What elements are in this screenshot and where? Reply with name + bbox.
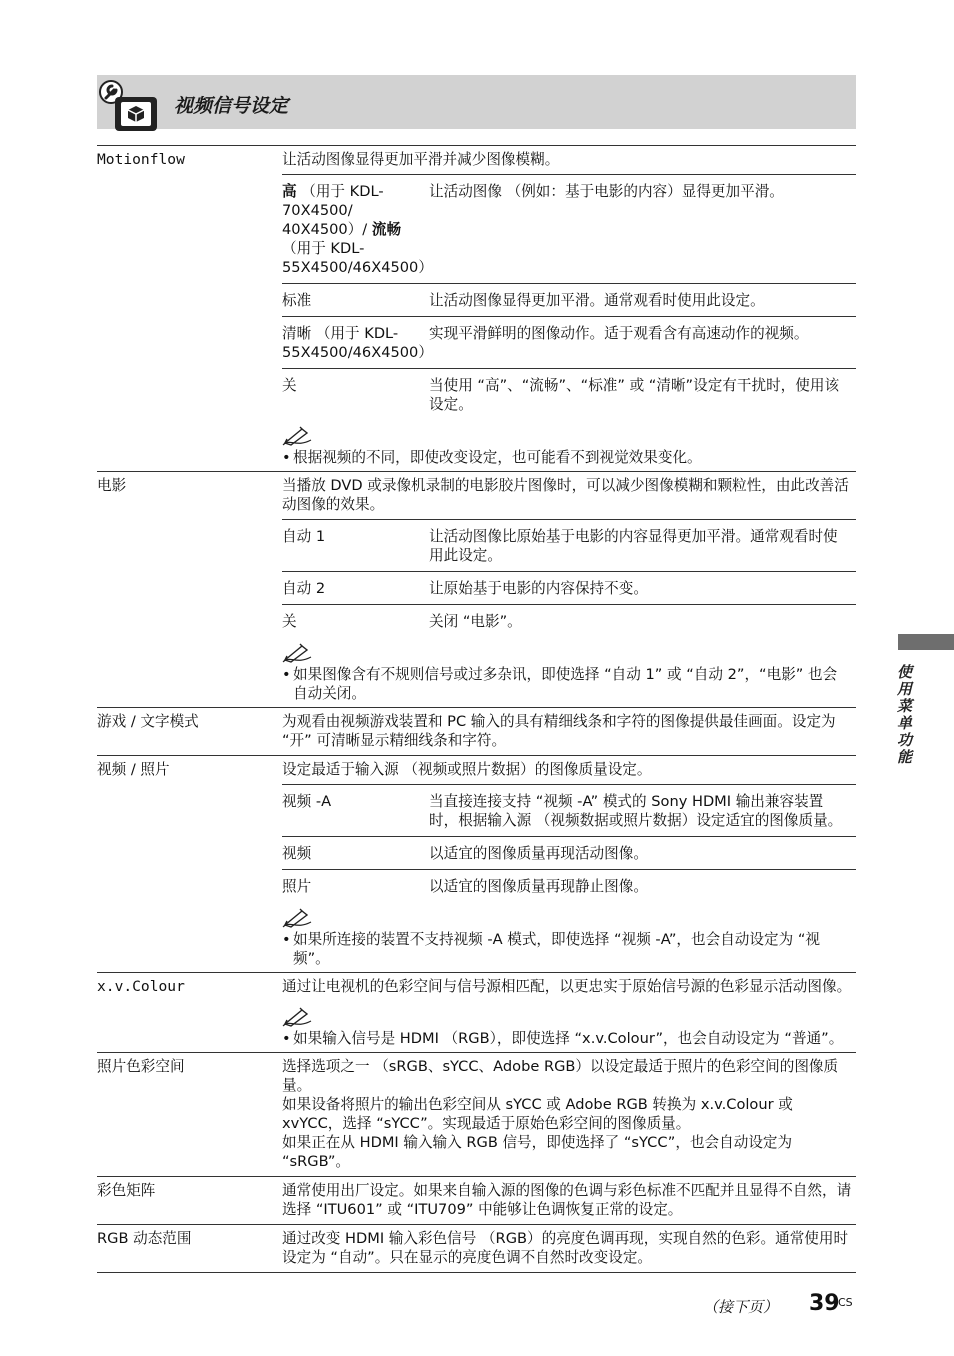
setting-body [282, 1053, 856, 1176]
setting-body [282, 1177, 856, 1224]
setting-body [282, 708, 856, 755]
option-description: 以适宜的图像质量再现静止图像。 [429, 878, 648, 895]
note-block [282, 420, 856, 471]
option-row [282, 604, 856, 637]
option-description: 让活动图像显得更加平滑。通常观看时使用此设定。 [429, 292, 765, 309]
setting-row [97, 1052, 856, 1176]
setting-description: 让活动图像显得更加平滑并减少图像模糊。 [282, 151, 560, 168]
option-name: 视频 [282, 845, 312, 862]
setting-row [97, 755, 856, 972]
page-suffix: CS [838, 1296, 853, 1309]
option-row [282, 869, 856, 902]
setting-description: 通过让电视机的色彩空间与信号源相匹配，以更忠实于原始信号源的色彩显示活动图像。 [282, 978, 852, 995]
option-description: 实现平滑鲜明的图像动作。适于观看含有高速动作的视频。 [429, 325, 809, 342]
setting-name: 视频 / 照片 [97, 761, 170, 778]
section-header [97, 75, 856, 129]
option-row [282, 368, 856, 420]
setting-row [97, 1224, 856, 1273]
page-number: 39 [809, 1291, 840, 1316]
setting-name: 电影 [97, 477, 127, 494]
pencil-note-icon [282, 1007, 856, 1029]
setting-row [97, 1176, 856, 1224]
option-row [282, 571, 856, 604]
setting-description: 通常使用出厂设定。如果来自输入源的图像的色调与彩色标准不匹配并且显得不自然，请选择 “ITU601” 或 “ITU709” 中能够让色调恢复正常的设定。 [282, 1182, 852, 1218]
pencil-note-icon [282, 426, 856, 448]
option-name: 视频 -A [282, 793, 332, 810]
section-tab-marker [898, 634, 954, 650]
setting-name: 照片色彩空间 [97, 1058, 185, 1075]
note-block [282, 902, 856, 972]
note-text: • 如果所连接的装置不支持视频 -A 模式，即使选择 “视频 -A”，也会自动设定为 “视频”。 [282, 930, 856, 968]
setting-row [97, 707, 856, 755]
option-name: 自动 1 [282, 528, 326, 545]
setting-row [97, 145, 856, 471]
option-description: 当直接连接支持 “视频 -A” 模式的 Sony HDMI 输出兼容装置时，根据输入源 （视频数据或照片数据）设定适宜的图像质量。 [429, 793, 843, 829]
settings-table [97, 145, 856, 1273]
note-text: • 如果输入信号是 HDMI （RGB），即使选择 “x.v.Colour”，也会自动设定为 “普通”。 [282, 1029, 856, 1048]
setting-body [282, 472, 856, 707]
note-text: • 根据视频的不同，即使改变设定，也可能看不到视觉效果变化。 [282, 448, 856, 467]
setting-name: 彩色矩阵 [97, 1182, 156, 1199]
option-name: 清晰 （用于 KDL-55X4500/46X4500） [282, 325, 433, 361]
note-block [282, 1001, 856, 1052]
option-description: 关闭 “电影”。 [429, 613, 522, 630]
setting-name: Motionflow [97, 151, 185, 168]
setting-description: 为观看由视频游戏装置和 PC 输入的具有精细线条和字符的图像提供最佳画面。设定为 “开” 可清晰显示精细线条和字符。 [282, 713, 836, 749]
setting-row [97, 471, 856, 707]
option-name: 照片 [282, 878, 312, 895]
page-title: 视频信号设定 [174, 95, 289, 117]
option-name: 自动 2 [282, 580, 326, 597]
note-text: • 如果图像含有不规则信号或过多杂讯，即使选择 “自动 1” 或 “自动 2”，“电影” 也会自动关闭。 [282, 665, 856, 703]
option-row [282, 283, 856, 316]
option-description: 让活动图像 （例如：基于电影的内容）显得更加平滑。 [429, 183, 784, 200]
option-name: 高 （用于 KDL-70X4500/ 40X4500）/ 流畅 （用于 KDL-55X4500/46X4500） [282, 183, 433, 276]
pencil-note-icon [282, 643, 856, 665]
settings-icon [97, 79, 161, 133]
setting-body [282, 1225, 856, 1272]
setting-name: 游戏 / 文字模式 [97, 713, 199, 730]
option-name: 关 [282, 613, 297, 630]
option-name: 关 [282, 377, 297, 394]
setting-name: x.v.Colour [97, 978, 185, 995]
option-name: 标准 [282, 292, 312, 309]
option-row [282, 174, 856, 283]
option-description: 让原始基于电影的内容保持不变。 [429, 580, 648, 597]
note-block [282, 637, 856, 707]
setting-body [282, 756, 856, 972]
option-description: 让活动图像比原始基于电影的内容显得更加平滑。通常观看时使用此设定。 [429, 528, 838, 564]
option-row [282, 316, 856, 368]
setting-row [97, 972, 856, 1052]
side-section-label: 使用菜单功能 [895, 664, 913, 766]
setting-description: 设定最适于输入源 （视频或照片数据）的图像质量设定。 [282, 761, 652, 778]
setting-body [282, 973, 856, 1052]
option-description: 以适宜的图像质量再现活动图像。 [429, 845, 648, 862]
option-description: 当使用 “高”、“流畅”、“标准” 或 “清晰”设定有干扰时，使用该设定。 [429, 377, 840, 413]
continued-label: （接下页） [703, 1298, 779, 1316]
option-row [282, 519, 856, 571]
setting-body [282, 146, 856, 471]
pencil-note-icon [282, 908, 856, 930]
setting-description: 选择选项之一 （sRGB、sYCC、Adobe RGB）以设定最适于照片的色彩空间的图像质量。 如果设备将照片的输出色彩空间从 sYCC 或 Adobe RGB 转换为 x.v.Colour 或 xvYCC，选择 “sYCC”。实现最适于原始色彩空间的图像质量。 如果正在从 HDMI 输入输入 RGB 信号，即使选择了 “sYCC”，也会自动设定为 “sRGB”。 [282, 1058, 839, 1170]
setting-description: 当播放 DVD 或录像机录制的电影胶片图像时，可以减少图像模糊和颗粒性，由此改善活动图像的效果。 [282, 477, 849, 513]
option-row [282, 784, 856, 836]
box-icon [115, 97, 157, 131]
option-row [282, 836, 856, 869]
setting-name: RGB 动态范围 [97, 1230, 192, 1247]
setting-description: 通过改变 HDMI 输入彩色信号 （RGB）的亮度色调再现，实现自然的色彩。通常使用时设定为 “自动”。只在显示的亮度色调不自然时改变设定。 [282, 1230, 849, 1266]
